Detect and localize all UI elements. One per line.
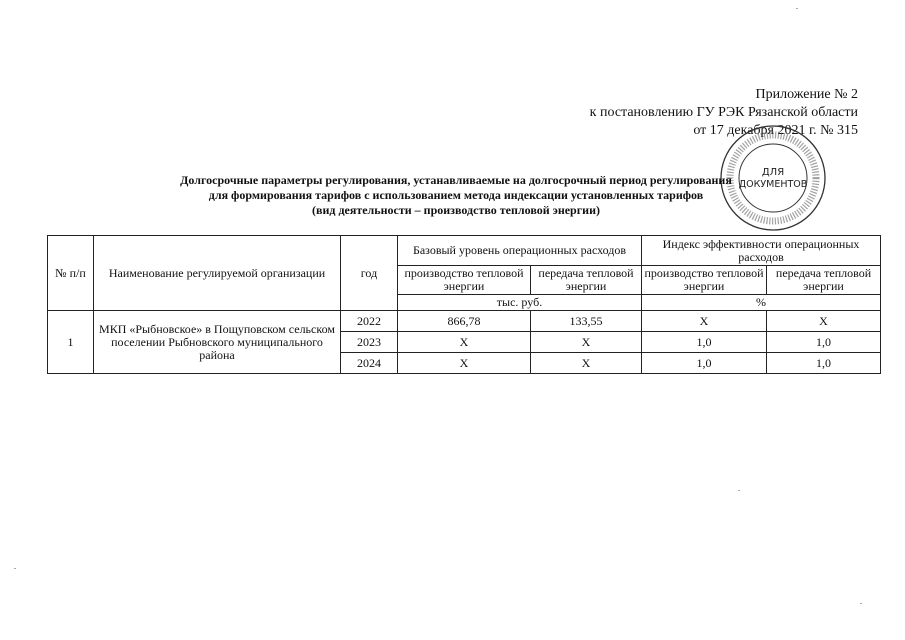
unit-percent: % bbox=[642, 295, 881, 311]
scan-speck bbox=[860, 603, 862, 604]
base-transmission-cell: Х bbox=[531, 332, 642, 353]
index-production-cell: 1,0 bbox=[642, 332, 767, 353]
title-line-1: Долгосрочные параметры регулирования, устанавливаемые на долгосрочный период регулирования bbox=[180, 173, 732, 187]
base-transmission-cell: Х bbox=[531, 353, 642, 374]
header-organization: Наименование регулируемой организации bbox=[94, 236, 341, 311]
scan-speck bbox=[796, 8, 798, 9]
stamp-text-top: ДЛЯ bbox=[761, 167, 785, 178]
index-transmission-cell: Х bbox=[767, 311, 881, 332]
row-number: 1 bbox=[48, 311, 94, 374]
year-cell: 2022 bbox=[341, 311, 398, 332]
title-line-3: (вид деятельности – производство тепловой энергии) bbox=[311, 203, 601, 217]
scan-speck bbox=[14, 568, 16, 569]
regulation-parameters-table bbox=[47, 235, 881, 374]
header-year: год bbox=[341, 236, 398, 311]
index-production-cell: Х bbox=[642, 311, 767, 332]
header-production: производство тепловой энергии bbox=[398, 266, 531, 295]
header-number: № п/п bbox=[48, 236, 94, 311]
unit-thousand-rub: тыс. руб. bbox=[398, 295, 642, 311]
header-efficiency-index: Индекс эффективности операционных расходов bbox=[642, 236, 881, 266]
appendix-date: от 17 декабря 2021 г. № 315 bbox=[693, 123, 858, 138]
appendix-number: Приложение № 2 bbox=[755, 87, 858, 102]
header-transmission-index: передача тепловой энергии bbox=[767, 266, 881, 295]
base-production-cell: Х bbox=[398, 353, 531, 374]
base-production-cell: 866,78 bbox=[398, 311, 531, 332]
year-cell: 2024 bbox=[341, 353, 398, 374]
year-cell: 2023 bbox=[341, 332, 398, 353]
stamp-text-bottom: ДОКУМЕНТОВ bbox=[738, 179, 808, 190]
header-base-level: Базовый уровень операционных расходов bbox=[398, 236, 642, 266]
organization-name: МКП «Рыбновское» в Пощуповском сельском поселении Рыбновского муниципального района bbox=[94, 311, 341, 374]
appendix-reference: к постановлению ГУ РЭК Рязанской области bbox=[589, 105, 858, 120]
scan-speck bbox=[738, 490, 740, 491]
header-production-index: производство тепловой энергии bbox=[642, 266, 767, 295]
document-title bbox=[100, 173, 812, 218]
index-production-cell: 1,0 bbox=[642, 353, 767, 374]
table-row bbox=[48, 311, 881, 332]
base-transmission-cell: 133,55 bbox=[531, 311, 642, 332]
base-production-cell: Х bbox=[398, 332, 531, 353]
index-transmission-cell: 1,0 bbox=[767, 353, 881, 374]
header-transmission: передача тепловой энергии bbox=[531, 266, 642, 295]
title-line-2: для формирования тарифов с использованием метода индексации установленных тарифов bbox=[208, 188, 704, 202]
header-row-main bbox=[48, 236, 881, 266]
index-transmission-cell: 1,0 bbox=[767, 332, 881, 353]
